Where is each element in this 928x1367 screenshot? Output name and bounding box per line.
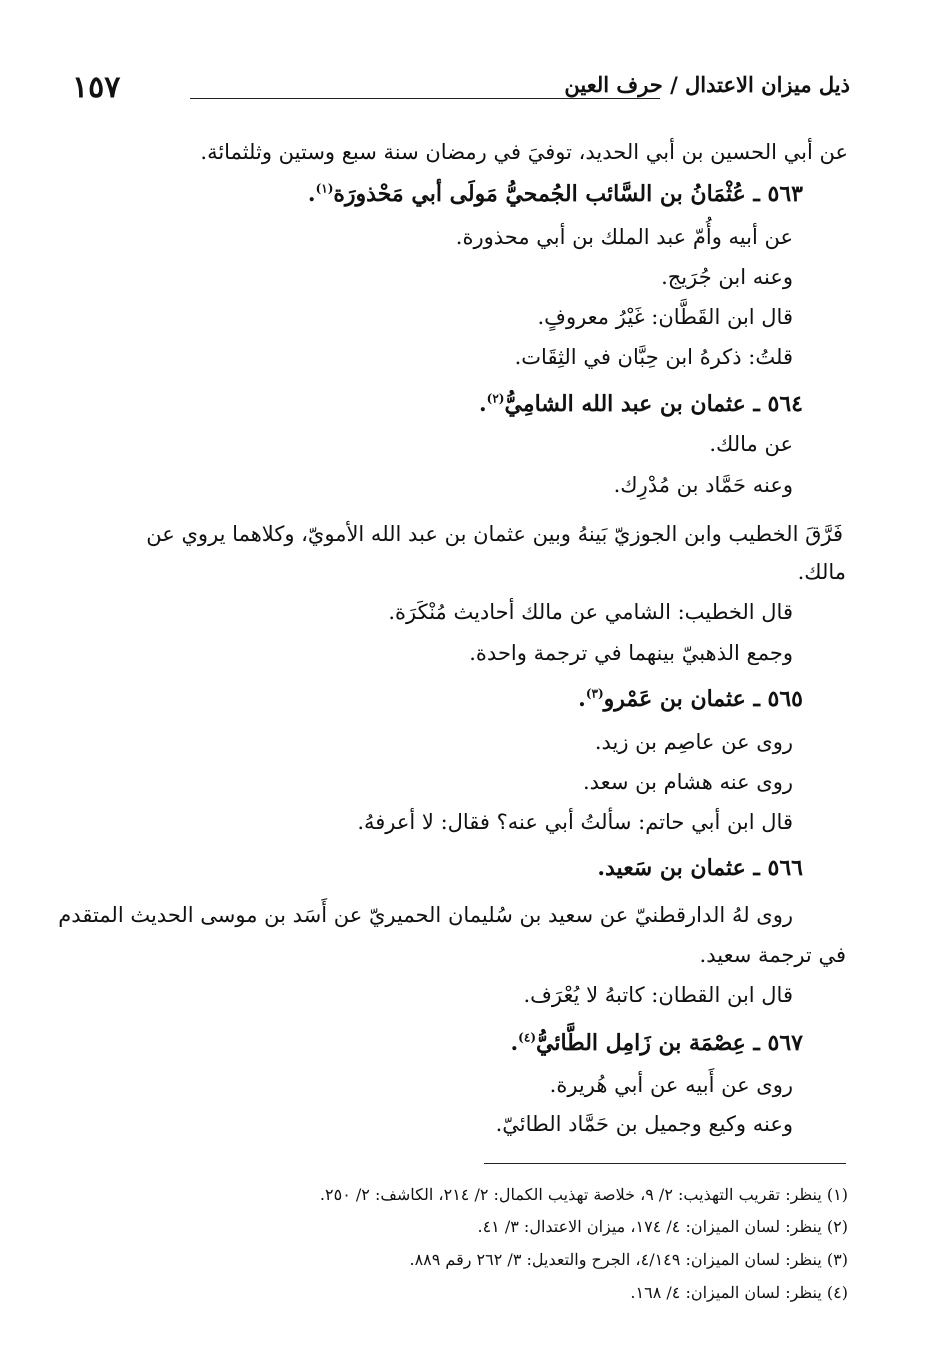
text-line: روى عن أَبيه عن أبي هُريرة. [549, 1073, 793, 1097]
text-line: مالك. [797, 560, 846, 584]
footnote-1: (١) ينظر: تقريب التهذيب: ٢/ ٩، خلاصة تهذيب الكمال: ٢/ ٢١٤، الكاشف: ٢/ ٢٥٠. [319, 1185, 848, 1204]
text-line: في ترجمة سعيد. [699, 943, 846, 967]
text-line: وعنه حَمَّاد بن مُدْرِك. [613, 473, 793, 497]
text-line: قال ابن القطان: كاتبهُ لا يُعْرَف. [523, 983, 793, 1007]
text-line: وعنه ابن جُرَيج. [661, 265, 793, 289]
text-line: قال الخطيب: الشامي عن مالك أحاديث مُنْكَرَة. [388, 600, 793, 624]
running-title: ذيل ميزان الاعتدال / حرف العين [564, 72, 850, 97]
text-line: روى عن عاصِم بن زيد. [594, 730, 793, 754]
footnote-ref: (١) [315, 181, 334, 196]
text-line: قال ابن القَطَّان: غَيْرُ معروفٍ. [537, 305, 793, 329]
text-line: روى عنه هشام بن سعد. [582, 770, 793, 794]
entry-end: . [510, 1030, 519, 1056]
entry-title: ٥٦٧ ـ عِصْمَة بن زَامِل الطَّائيُّ [536, 1030, 803, 1056]
text-line: فَرَّقَ الخطيب وابن الجوزيّ بَينهُ وبين عثمان بن عبد الله الأمويّ، وكلاهما يروي عن [146, 522, 843, 546]
text-line: عن أبي الحسين بن أبي الحديد، توفيَ في رمضان سنة سبع وستين وثلثمائة. [200, 140, 848, 164]
entry-564-heading [479, 391, 803, 417]
entry-title: ٥٦٤ ـ عثمان بن عبد الله الشامِيُّ [504, 391, 803, 417]
entry-end: . [478, 391, 487, 417]
entry-565-heading [578, 686, 803, 712]
entry-567-heading [511, 1030, 804, 1056]
footnote-4: (٤) ينظر: لسان الميزان: ٤/ ١٦٨. [630, 1283, 848, 1302]
footnote-ref: (٤) [518, 1030, 536, 1045]
entry-title: ٥٦٥ ـ عثمان بن عَمْرو [603, 686, 803, 712]
text-line: روى لهُ الدارقطنيّ عن سعيد بن سُليمان الحميريّ عن أَسَد بن موسى الحديث المتقدم [58, 903, 793, 927]
header-rule [190, 98, 660, 99]
entry-end: . [578, 686, 586, 712]
footnote-rule [484, 1163, 846, 1164]
page-header [60, 70, 850, 110]
text-line: قال ابن أبي حاتم: سألتُ أبي عنه؟ فقال: لا أعرفهُ. [357, 810, 793, 834]
text-line: وعنه وكيع وجميل بن حَمَّاد الطائيّ. [495, 1112, 793, 1136]
footnote-3: (٣) ينظر: لسان الميزان: ٤/١٤٩، الجرح والتعديل: ٣/ ٢٦٢ رقم ٨٨٩. [409, 1250, 848, 1269]
entry-title: ٥٦٣ ـ عُثْمَانُ بن السَّائب الجُمحيُّ مَولَى أبي مَحْذورَة [333, 181, 803, 207]
page-number: ١٥٧ [72, 70, 121, 105]
text-line: وجمع الذهبيّ بينهما في ترجمة واحدة. [469, 641, 793, 665]
footnote-ref: (٣) [585, 686, 604, 701]
entry-566-heading: ٥٦٦ ـ عثمان بن سَعيد. [597, 855, 803, 881]
entry-end: . [307, 181, 316, 207]
footnote-2: (٢) ينظر: لسان الميزان: ٤/ ١٧٤، ميزان الاعتدال: ٣/ ٤١. [477, 1217, 848, 1236]
footnote-ref: (٢) [486, 391, 505, 406]
text-line: قلتُ: ذكرهُ ابن حِبَّان في الثِقَات. [514, 345, 793, 369]
text-line: عن مالك. [709, 432, 793, 456]
text-line: عن أبيه وأُمّ عبد الملك بن أبي محذورة. [455, 225, 793, 249]
entry-563-heading [308, 181, 803, 207]
